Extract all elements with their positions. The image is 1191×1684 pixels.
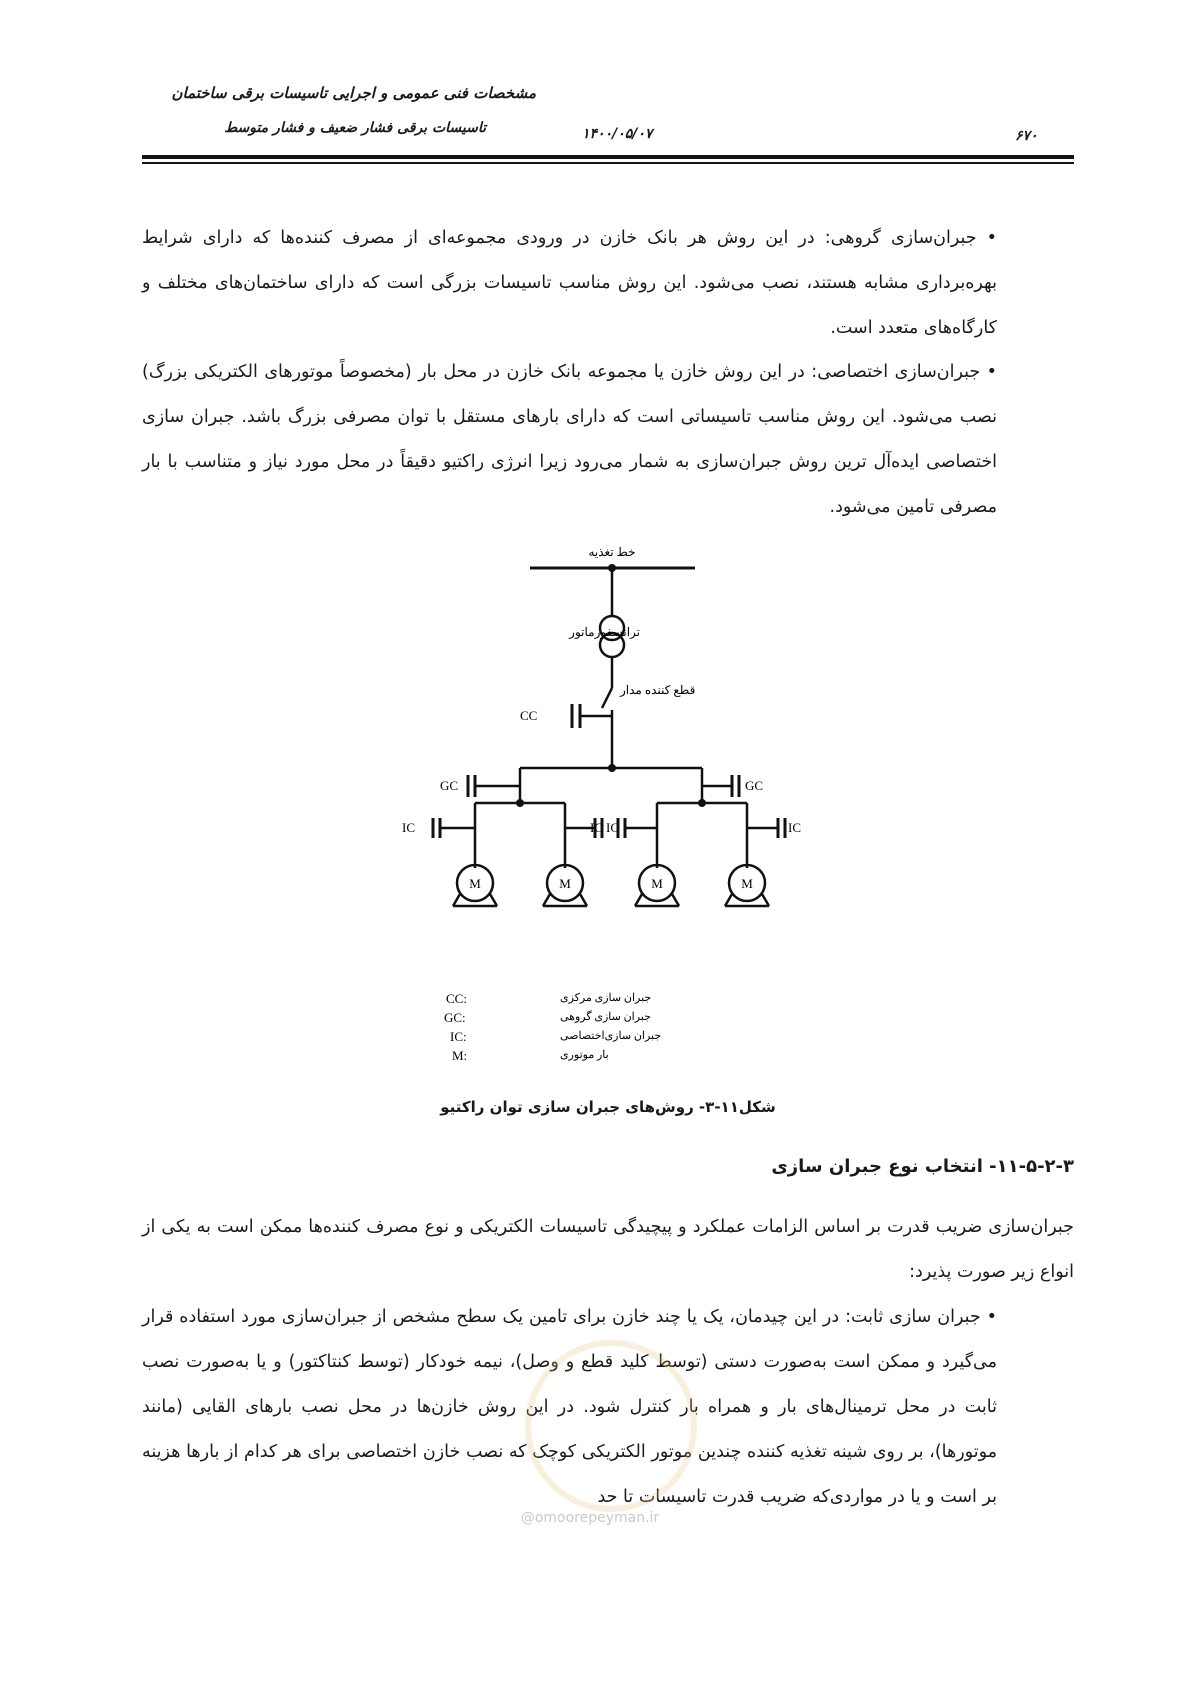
ic-label-2: IC [606, 820, 619, 835]
section-intro: جبران‌سازی ضریب قدرت بر اساس الزامات عملکرد و پیچیدگی تاسیسات الکتریکی و نوع مصرف کننده‌ها ممکن است به یکی از انواع زیر صورت پذیرد: [142, 1217, 1074, 1282]
motor-4-icon [725, 865, 769, 906]
paragraph-group-compensation: • جبران‌سازی گروهی: در این روش هر بانک خازن در ورودی مجموعه‌ای از مصرف کننده‌ها که دارای شرایط بهره‌برداری مشابه هستند، نصب می‌شود. این روش مناسب تاسیسات بزرگی است که دارای ساختمان‌های مختلف و کارگاه‌های متعدد است. [142, 228, 997, 338]
watermark-text: @omoorepeyman.ir [520, 1510, 660, 1526]
paragraph-fixed-compensation: • جبران سازی ثابت: در این چیدمان، یک یا چند خازن برای تامین یک سطح مشخص از جبران‌سازی مورد استفاده قرار می‌گیرد و ممکن است به‌صورت دستی (توسط کلید قطع و وصل)، نیمه خودکار (توسط کنتاکتور) و یا به‌صورت نصب ثابت در محل ترمینال‌های بار و همراه بار کنترل شود. در این روش خازن‌ها در محل نصب بارهای القایی (مانند موتورها)، بر روی شینه تغذیه کننده چندین موتور الکتریکی کوچک که نصب خازن اختصاصی برای هر کدام از بارها هزینه بر است و یا در مواردی‌که ضریب قدرت تاسیسات تا حد [142, 1307, 997, 1507]
svg-text:GC:: GC: [444, 1010, 466, 1025]
transformer-label: ترانسفورماتور [569, 625, 640, 639]
motor-3-icon [635, 865, 679, 906]
svg-text:M: M [651, 876, 663, 891]
svg-text:M: M [741, 876, 753, 891]
svg-text:M: M [559, 876, 571, 891]
gc-right-label: GC [745, 778, 764, 793]
ic-label-3: IC [590, 820, 603, 835]
cc-label: CC [520, 708, 538, 723]
watermark-seal [525, 1340, 697, 1512]
section-heading: ۱۱-۵-۲-۳- انتخاب نوع جبران سازی [771, 1156, 1074, 1177]
svg-text:M:: M: [452, 1048, 468, 1063]
document-date: ۱۴۰۰/۰۵/۰۷ [582, 126, 653, 142]
motor-1-icon [453, 865, 497, 906]
feed-line-label: خط تغذیه [588, 545, 636, 559]
svg-text:جبران سازی مرکزی: جبران سازی مرکزی [560, 992, 652, 1004]
motor-2-icon [543, 865, 587, 906]
ic-label-4: IC [788, 820, 801, 835]
ic-label-1: IC [402, 820, 415, 835]
page-number: ۶۷۰ [1015, 128, 1038, 144]
diagram-legend [444, 991, 661, 1063]
svg-text:جبران سازی گروهی: جبران سازی گروهی [560, 1011, 651, 1023]
svg-text:M: M [469, 876, 481, 891]
header-rule-thin [142, 162, 1074, 164]
breaker-switch-icon [602, 688, 612, 708]
document-subtitle: تاسیسات برقی فشار ضعیف و فشار متوسط [224, 120, 486, 136]
svg-text:CC:: CC: [446, 991, 467, 1006]
svg-text:جبران سازی‌اختصاصی: جبران سازی‌اختصاصی [560, 1030, 662, 1042]
paragraph-individual-compensation: • جبران‌سازی اختصاصی: در این روش خازن یا مجموعه بانک خازن در محل بار (مخصوصاً موتورهای الکتریکی بزرگ) نصب می‌شود. این روش مناسب تاسیساتی است که دارای بارهای مستقل با توان مصرفی بزرگ باشد. جبران سازی اختصاصی ایده‌آل ترین روش جبران‌سازی به شمار می‌رود زیرا انرژی راکتیو دقیقاً در محل مورد نیاز و متناسب با بار مصرفی تامین می‌شود. [142, 362, 997, 517]
compensation-diagram [402, 538, 801, 1083]
document-title: مشخصات فنی عمومی و اجرایی تاسیسات برقی ساختمان [171, 84, 536, 102]
svg-text:بار موتوری: بار موتوری [560, 1049, 609, 1061]
gc-left-label: GC [440, 778, 459, 793]
breaker-label: قطع کننده مدار [620, 683, 696, 697]
figure-caption: شکل۱۱-۳- روش‌های جبران سازی توان راکتیو [440, 1098, 776, 1116]
header-rule-thick [142, 155, 1074, 159]
diagram-svg [402, 538, 801, 1083]
svg-text:IC:: IC: [450, 1029, 467, 1044]
